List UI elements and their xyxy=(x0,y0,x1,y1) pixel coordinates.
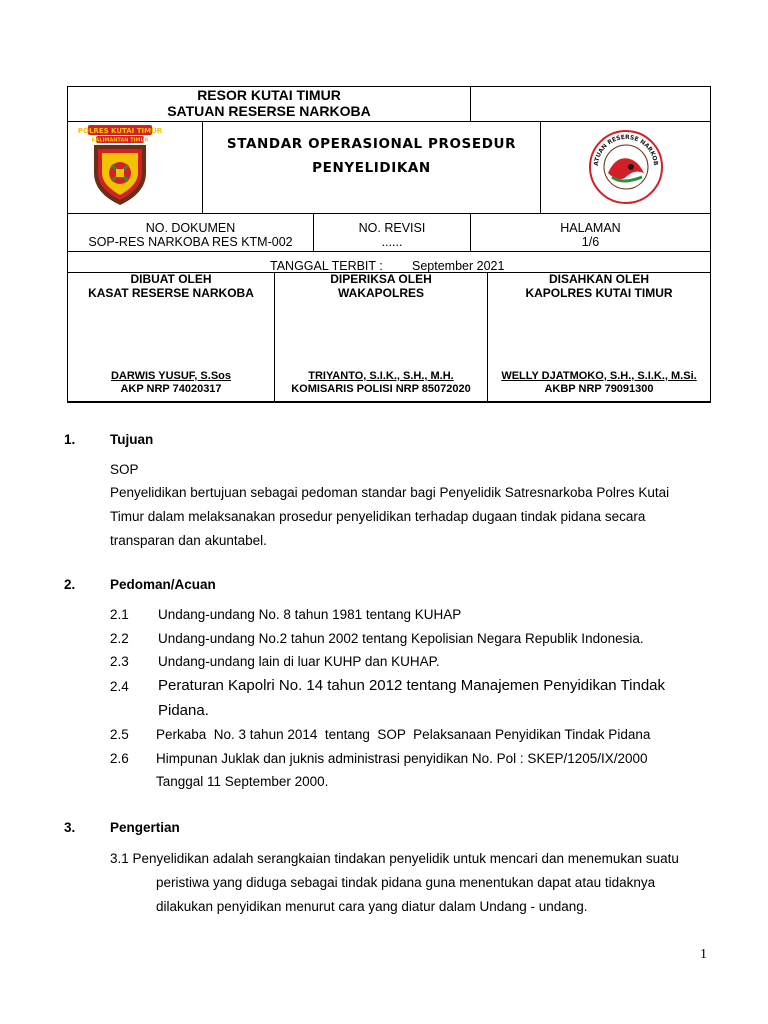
signature-title: DIBUAT OLEH xyxy=(130,272,212,286)
signature-position: KASAT RESERSE NARKOBA xyxy=(88,286,254,300)
signature-rank: AKP NRP 74020317 xyxy=(120,383,222,395)
list-item-number: 2.3 xyxy=(110,654,129,669)
polres-logo-text-sub: KALIMANTAN TIMUR xyxy=(91,137,149,144)
section-number: 3. xyxy=(64,820,76,835)
signature-name: TRIYANTO, S.I.K., S.H., M.H. xyxy=(308,370,454,382)
list-item-number: 2.6 xyxy=(110,751,129,766)
revision-value: ...... xyxy=(381,235,403,249)
list-item-text: Undang-undang No.2 tahun 2002 tentang Kepolisian Negara Republik Indonesia. xyxy=(158,631,644,646)
section-number: 1. xyxy=(64,432,76,447)
section-title: Pengertian xyxy=(110,820,180,835)
list-item-text: Perkaba No. 3 tahun 2014 tentang SOP Pelaksanaan Penyidikan Tindak Pidana xyxy=(156,727,651,742)
purpose-line-2: Timur dalam melaksanakan prosedur penyelidikan terhadap dugaan tindak pidana secara xyxy=(110,509,646,524)
sop-label: SOP xyxy=(110,462,139,477)
definition-line-1: 3.1 Penyelidikan adalah serangkaian tindakan penyelidik untuk mencari dan menemukan suatu xyxy=(110,851,679,866)
signature-block-made-by xyxy=(68,273,274,300)
satres-logo-text: ATUAN RESERSE NARKOB xyxy=(592,133,660,167)
satres-narkoba-logo xyxy=(586,127,666,207)
list-item-text: Peraturan Kapolri No. 14 tahun 2012 tentang Manajemen Penyidikan Tindak xyxy=(158,677,666,694)
issued-date-value: September 2021 xyxy=(412,259,505,273)
purpose-line-3: transparan dan akuntabel. xyxy=(110,533,267,548)
list-item-text: Undang-undang lain di luar KUHP dan KUHAP. xyxy=(158,654,440,669)
signature-title: DISAHKAN OLEH xyxy=(548,272,649,286)
signature-name: WELLY DJATMOKO, S.H., S.I.K., M.Si. xyxy=(501,370,697,382)
doc-number-value: SOP-RES NARKOBA RES KTM-002 xyxy=(88,235,293,249)
section-title: Tujuan xyxy=(110,432,154,447)
polres-logo xyxy=(77,123,163,207)
signature-name: DARWIS YUSUF, S.Sos xyxy=(110,370,231,382)
section-title: Pedoman/Acuan xyxy=(110,577,216,592)
signature-rank: AKBP NRP 79091300 xyxy=(544,383,654,395)
signature-block-approved-by xyxy=(488,273,710,300)
list-item-number: 2.5 xyxy=(110,727,129,742)
section-number: 2. xyxy=(64,577,76,592)
sop-title-line-2: PENYELIDIKAN xyxy=(312,160,431,176)
definition-line-2: peristiwa yang diduga sebagai tindak pidana guna menentukan dapat atau tidaknya xyxy=(156,875,656,890)
signature-rank: KOMISARIS POLISI NRP 85072020 xyxy=(291,383,471,395)
signature-title: DIPERIKSA OLEH xyxy=(330,272,432,286)
polres-logo-text-top: POLRES KUTAI TIMUR xyxy=(77,127,163,135)
list-item-text: Undang-undang No. 8 tahun 1981 tentang KUHAP xyxy=(158,607,462,622)
org-line-2: SATUAN RESERSE NARKOBA xyxy=(167,103,371,119)
list-item-text-continued: Pidana. xyxy=(158,702,209,719)
list-item-number: 2.4 xyxy=(110,679,129,694)
list-item-text-continued: Tanggal 11 September 2000. xyxy=(156,774,329,789)
page-value: 1/6 xyxy=(581,235,600,249)
page-label: HALAMAN xyxy=(560,221,621,235)
signature-position: WAKAPOLRES xyxy=(337,286,424,300)
sop-title-line-1: STANDAR OPERASIONAL PROSEDUR xyxy=(226,136,517,152)
signature-position: KAPOLRES KUTAI TIMUR xyxy=(525,286,673,300)
issued-date-label: TANGGAL TERBIT : xyxy=(270,259,383,273)
purpose-line-1: Penyelidikan bertujuan sebagai pedoman standar bagi Penyelidik Satresnarkoba Polres Kutai xyxy=(110,485,670,500)
list-item-number: 2.2 xyxy=(110,631,129,646)
revision-label: NO. REVISI xyxy=(358,221,426,235)
list-item-number: 2.1 xyxy=(110,607,129,622)
list-item-text: Himpunan Juklak dan juknis administrasi penyidikan No. Pol : SKEP/1205/IX/2000 xyxy=(156,751,648,766)
doc-number-label: NO. DOKUMEN xyxy=(145,221,236,235)
signature-block-checked-by xyxy=(275,273,487,300)
definition-line-3: dilakukan penyidikan menurut cara yang diatur dalam Undang - undang. xyxy=(156,899,588,914)
org-line-1: RESOR KUTAI TIMUR xyxy=(197,87,341,103)
page-number: 1 xyxy=(700,947,707,962)
